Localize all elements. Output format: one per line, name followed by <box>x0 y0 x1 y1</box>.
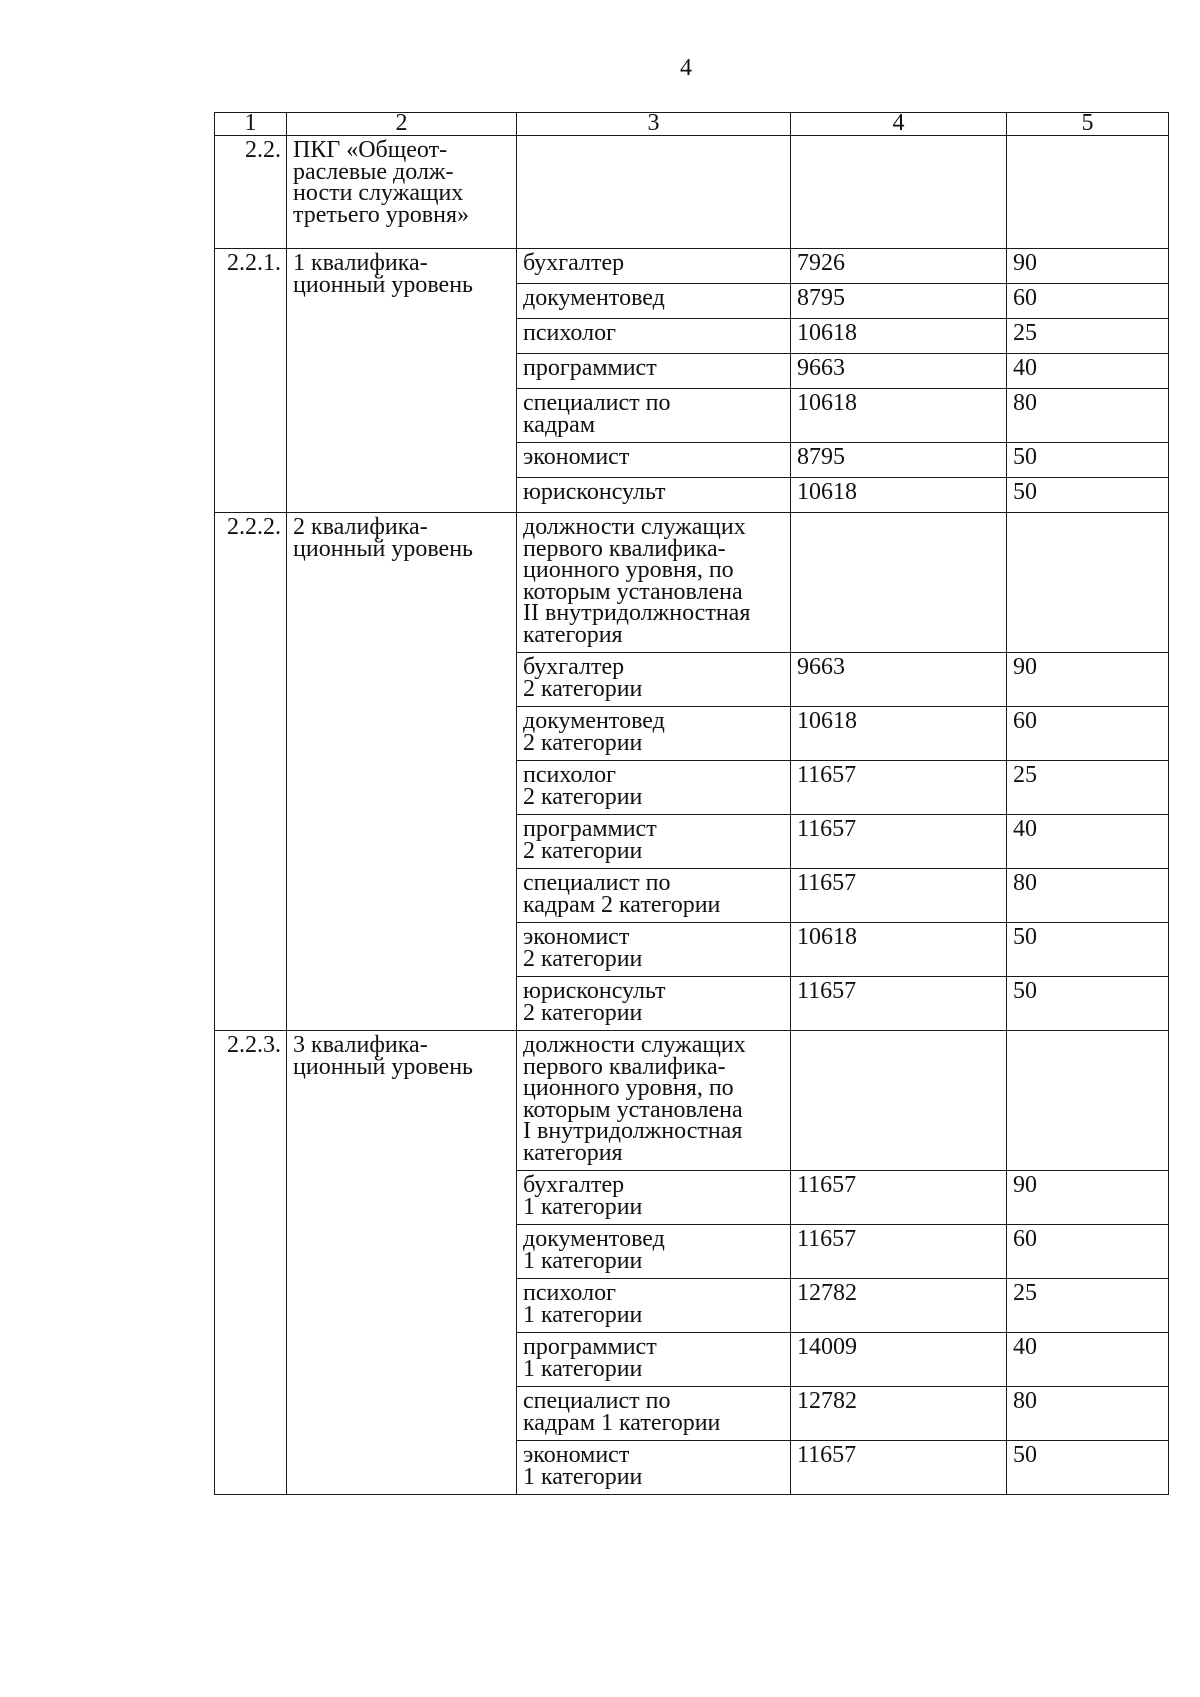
position-name-line: экономист <box>523 1442 630 1468</box>
empty-cell <box>791 136 1007 249</box>
position-name <box>517 761 791 815</box>
position-name-line: документовед <box>523 708 665 734</box>
qualification-level <box>287 1031 517 1495</box>
section-title <box>287 136 517 249</box>
percent-value: 25 <box>1007 761 1169 815</box>
page-number: 4 <box>680 55 692 81</box>
position-name <box>517 1333 791 1387</box>
percent-value: 50 <box>1007 923 1169 977</box>
position-name-line: 1 категории <box>523 1463 643 1490</box>
qualification-level-line: ционный уровень <box>293 271 473 298</box>
salary-value: 11657 <box>791 1171 1007 1225</box>
position-name <box>517 443 791 478</box>
position-name <box>517 1031 791 1171</box>
position-name <box>517 249 791 284</box>
salary-value <box>791 1031 1007 1171</box>
position-name-line: специалист по <box>523 390 671 416</box>
position-name-line: 1 категории <box>523 1193 643 1220</box>
position-name-line: кадрам 2 категории <box>523 891 721 918</box>
percent-value: 50 <box>1007 1441 1169 1495</box>
position-name-line: I внутридолжностная <box>523 1118 743 1144</box>
position-name-line: 2 категории <box>523 675 643 702</box>
position-name-line: должности служащих <box>523 514 746 540</box>
position-name <box>517 653 791 707</box>
position-name <box>517 1441 791 1495</box>
percent-value: 50 <box>1007 478 1169 513</box>
position-name-line: психолог <box>523 320 616 346</box>
position-name-line: программист <box>523 816 657 842</box>
salary-value: 10618 <box>791 478 1007 513</box>
salary-value: 8795 <box>791 284 1007 319</box>
column-number: 2 <box>287 113 517 136</box>
percent-value <box>1007 1031 1169 1171</box>
percent-value: 80 <box>1007 1387 1169 1441</box>
position-name-line: бухгалтер <box>523 654 625 680</box>
salary-value <box>791 513 1007 653</box>
position-name <box>517 815 791 869</box>
position-name <box>517 284 791 319</box>
position-name-line: ционного уровня, по <box>523 557 734 583</box>
percent-value: 90 <box>1007 653 1169 707</box>
salary-value: 11657 <box>791 761 1007 815</box>
table-row <box>215 249 1169 284</box>
position-name-line: документовед <box>523 285 665 311</box>
level-number: 2.2.1. <box>215 249 287 513</box>
salary-value: 14009 <box>791 1333 1007 1387</box>
position-name-line: специалист по <box>523 870 671 896</box>
salary-value: 11657 <box>791 1441 1007 1495</box>
position-name-line: специалист по <box>523 1388 671 1414</box>
position-name-line: категория <box>523 621 623 648</box>
salary-value: 10618 <box>791 389 1007 443</box>
position-name-line: программист <box>523 355 657 381</box>
position-name-line: экономист <box>523 444 630 470</box>
position-name-line: юрисконсульт <box>523 479 666 505</box>
column-number: 5 <box>1007 113 1169 136</box>
position-name <box>517 707 791 761</box>
section-title-line: ности служащих <box>293 180 464 206</box>
position-name-line: бухгалтер <box>523 1172 625 1198</box>
percent-value: 60 <box>1007 707 1169 761</box>
percent-value: 60 <box>1007 1225 1169 1279</box>
percent-value: 50 <box>1007 443 1169 478</box>
position-name <box>517 1171 791 1225</box>
position-name-line: кадрам <box>523 411 595 438</box>
column-number: 3 <box>517 113 791 136</box>
qualification-level-line: ционный уровень <box>293 535 473 562</box>
position-name-line: психолог <box>523 1280 616 1306</box>
qualification-level-line: 3 квалифика- <box>293 1032 428 1058</box>
salary-value: 9663 <box>791 354 1007 389</box>
table-row <box>215 513 1169 653</box>
column-number: 4 <box>791 113 1007 136</box>
position-name <box>517 319 791 354</box>
salary-value: 10618 <box>791 707 1007 761</box>
section-title-line: ПКГ «Общеот- <box>293 137 448 163</box>
position-name <box>517 869 791 923</box>
position-name <box>517 478 791 513</box>
salary-value: 11657 <box>791 977 1007 1031</box>
position-name-line: первого квалифика- <box>523 535 726 562</box>
position-name-line: юрисконсульт <box>523 978 666 1004</box>
salary-value: 10618 <box>791 319 1007 354</box>
position-name <box>517 354 791 389</box>
empty-cell <box>1007 136 1169 249</box>
qualification-level <box>287 513 517 1031</box>
percent-value <box>1007 513 1169 653</box>
position-name-line: экономист <box>523 924 630 950</box>
position-name-line: 1 категории <box>523 1247 643 1274</box>
salary-value: 11657 <box>791 869 1007 923</box>
position-name-line: 1 категории <box>523 1301 643 1328</box>
position-name-line: 2 категории <box>523 729 643 756</box>
percent-value: 40 <box>1007 815 1169 869</box>
section-title-line: раслевые долж- <box>293 158 454 185</box>
level-number: 2.2.3. <box>215 1031 287 1495</box>
position-name-line: документовед <box>523 1226 665 1252</box>
position-name-line: должности служащих <box>523 1032 746 1058</box>
qualification-level-line: 1 квалифика- <box>293 250 428 276</box>
section-row <box>215 136 1169 249</box>
position-name-line: 2 категории <box>523 945 643 972</box>
position-name <box>517 389 791 443</box>
qualification-level-line: 2 квалифика- <box>293 514 428 540</box>
salary-table <box>214 112 1169 1495</box>
empty-cell <box>517 136 791 249</box>
position-name-line: 1 категории <box>523 1355 643 1382</box>
position-name <box>517 1225 791 1279</box>
position-name <box>517 1387 791 1441</box>
qualification-level <box>287 249 517 513</box>
salary-table-body <box>215 113 1169 1495</box>
salary-value: 8795 <box>791 443 1007 478</box>
position-name-line: ционного уровня, по <box>523 1075 734 1101</box>
salary-value: 12782 <box>791 1387 1007 1441</box>
position-name <box>517 923 791 977</box>
percent-value: 40 <box>1007 354 1169 389</box>
percent-value: 90 <box>1007 249 1169 284</box>
level-number: 2.2.2. <box>215 513 287 1031</box>
position-name-line: которым установлена <box>523 1096 743 1123</box>
position-name-line: психолог <box>523 762 616 788</box>
position-name <box>517 513 791 653</box>
salary-value: 12782 <box>791 1279 1007 1333</box>
position-name <box>517 1279 791 1333</box>
percent-value: 25 <box>1007 1279 1169 1333</box>
percent-value: 50 <box>1007 977 1169 1031</box>
percent-value: 80 <box>1007 869 1169 923</box>
salary-value: 11657 <box>791 815 1007 869</box>
position-name-line: кадрам 1 категории <box>523 1409 721 1436</box>
position-name-line: которым установлена <box>523 578 743 605</box>
column-number: 1 <box>215 113 287 136</box>
salary-value: 10618 <box>791 923 1007 977</box>
position-name-line: категория <box>523 1139 623 1166</box>
percent-value: 80 <box>1007 389 1169 443</box>
salary-value: 9663 <box>791 653 1007 707</box>
position-name-line: 2 категории <box>523 783 643 810</box>
percent-value: 25 <box>1007 319 1169 354</box>
qualification-level-line: ционный уровень <box>293 1053 473 1080</box>
position-name-line: II внутридолжностная <box>523 600 751 626</box>
position-name <box>517 977 791 1031</box>
salary-value: 11657 <box>791 1225 1007 1279</box>
position-name-line: бухгалтер <box>523 250 625 276</box>
position-name-line: 2 категории <box>523 999 643 1026</box>
salary-value: 7926 <box>791 249 1007 284</box>
position-name-line: программист <box>523 1334 657 1360</box>
percent-value: 40 <box>1007 1333 1169 1387</box>
table-row <box>215 1031 1169 1171</box>
percent-value: 60 <box>1007 284 1169 319</box>
position-name-line: 2 категории <box>523 837 643 864</box>
position-name-line: первого квалифика- <box>523 1053 726 1080</box>
section-title-line: третьего уровня» <box>293 201 469 228</box>
percent-value: 90 <box>1007 1171 1169 1225</box>
section-number: 2.2. <box>215 136 287 249</box>
column-number-row <box>215 113 1169 136</box>
